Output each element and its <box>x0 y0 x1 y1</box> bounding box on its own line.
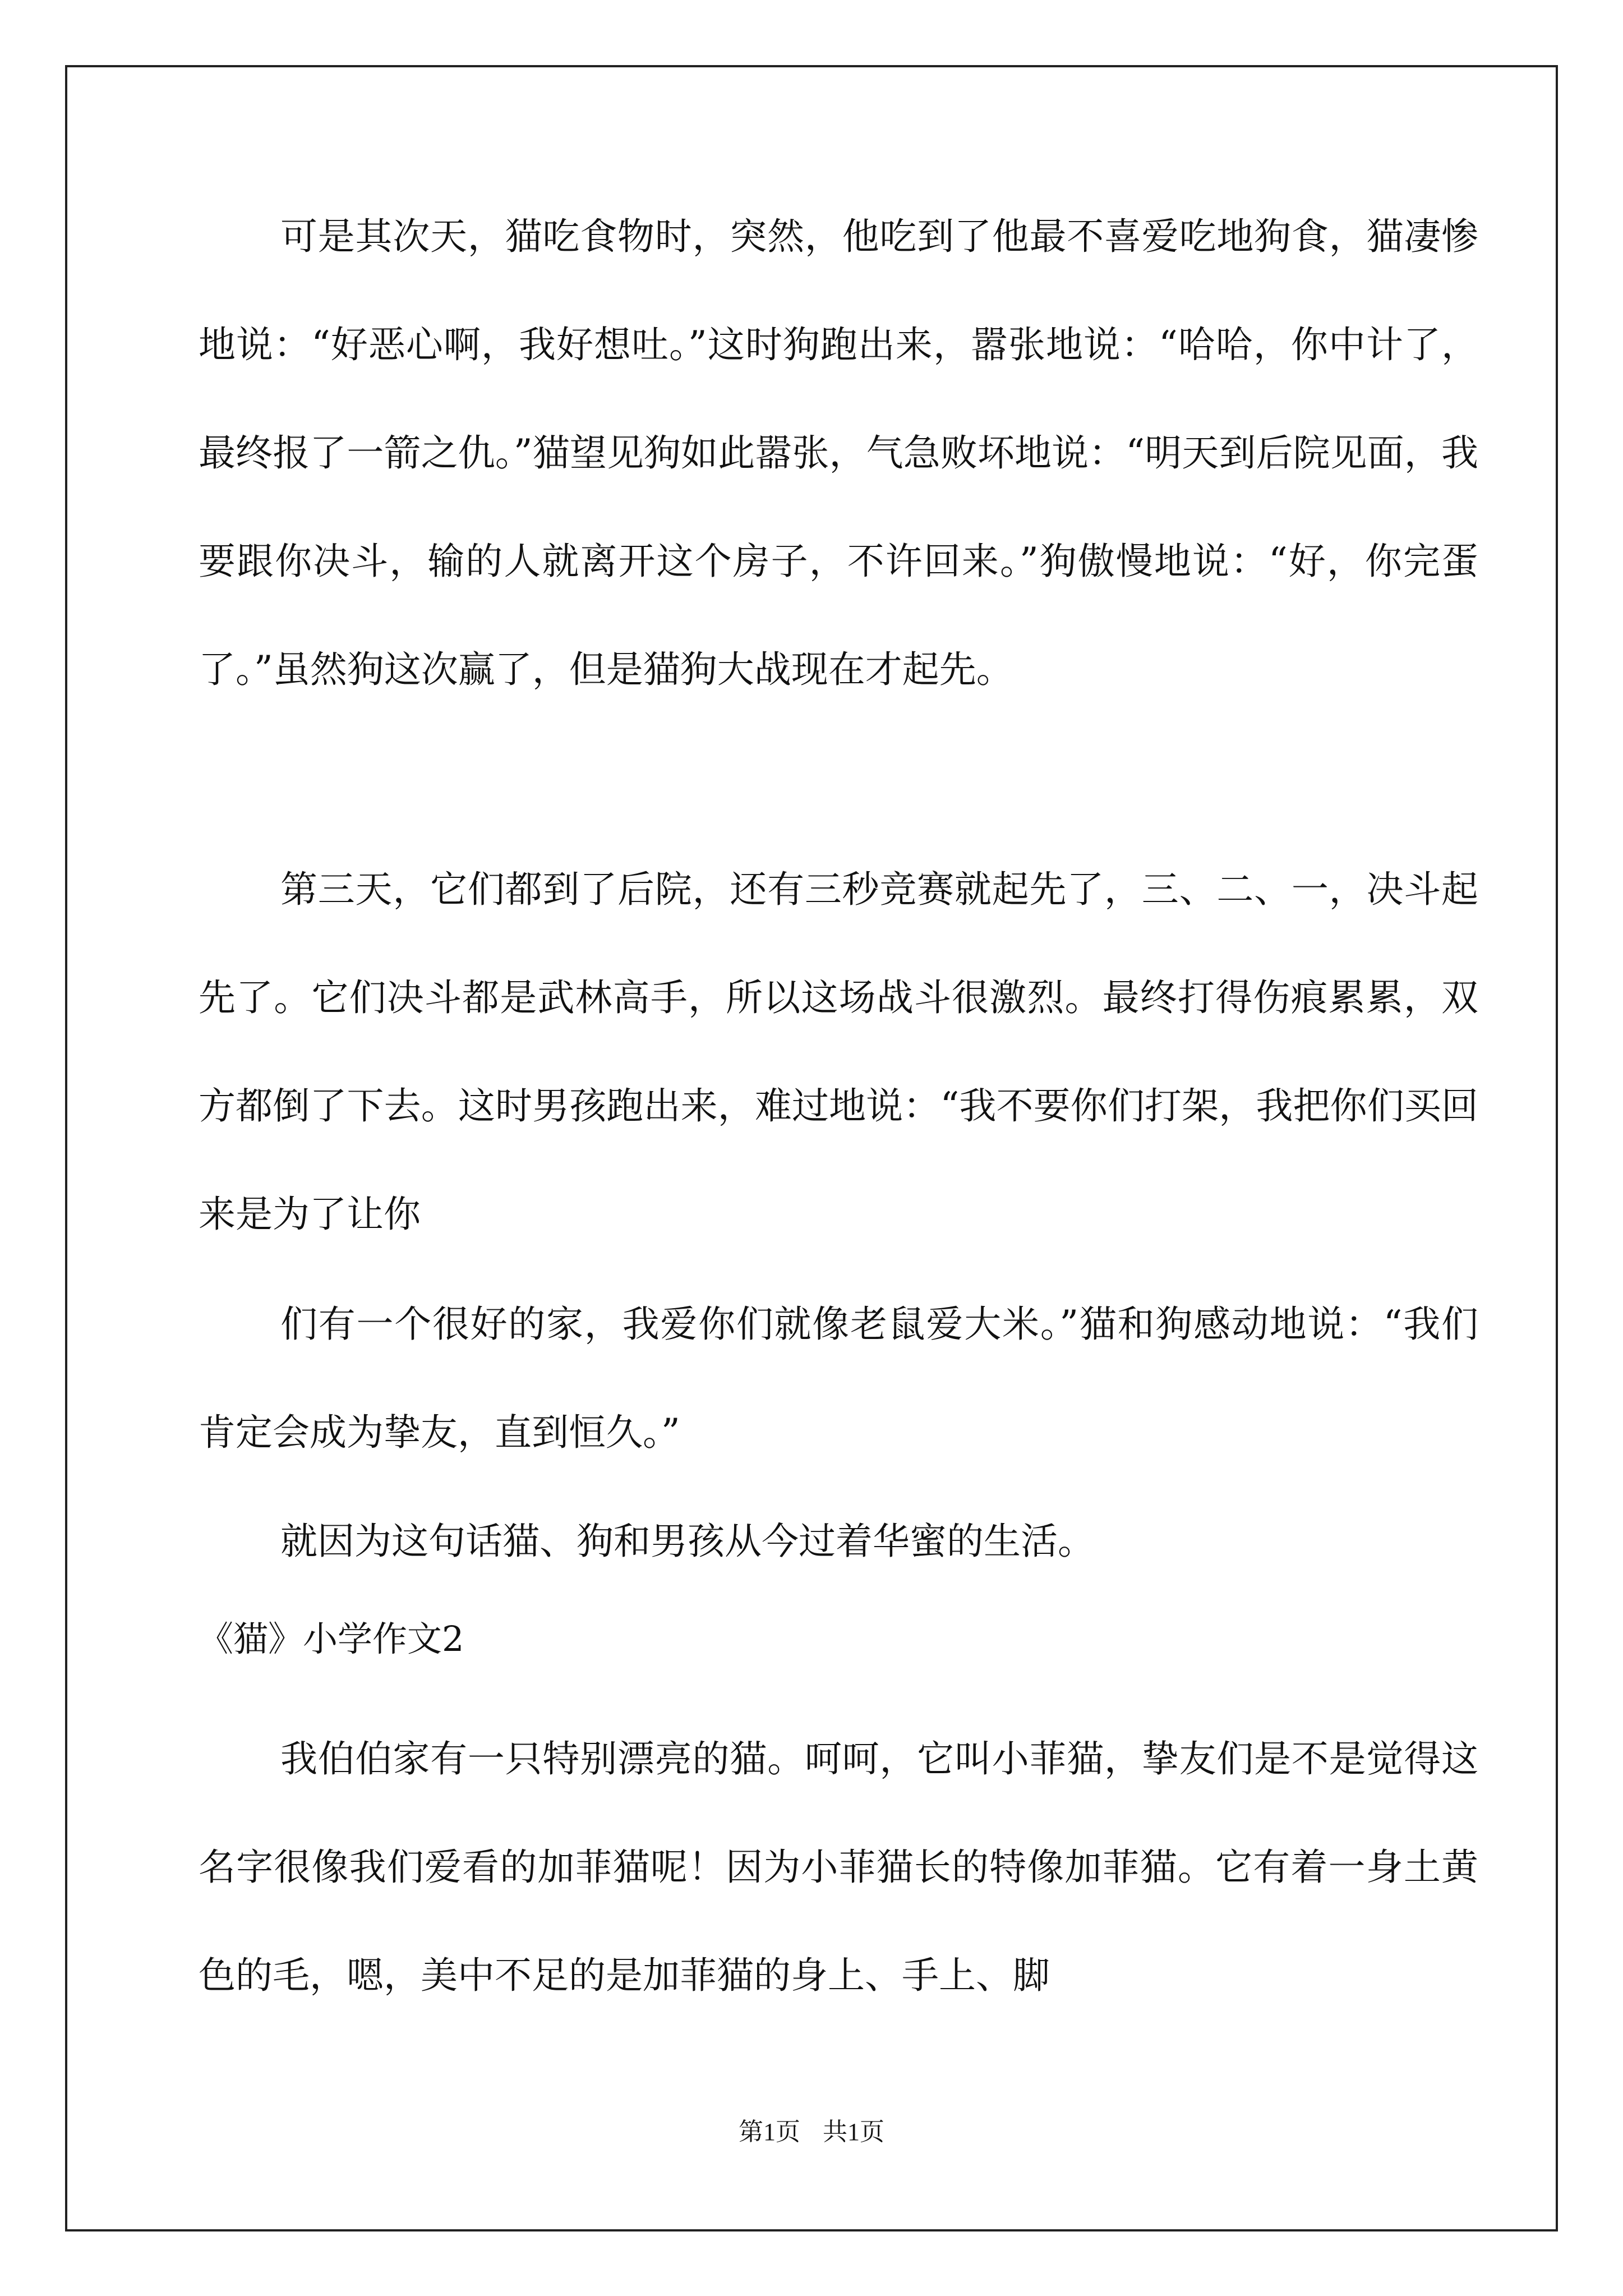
page-number-total: 共1页 <box>823 2118 884 2146</box>
paragraph-2: 第三天，它们都到了后院，还有三秒竞赛就起先了，三、二、一，决斗起先了。它们决斗都是武林高手，所以这场战斗很激烈。最终打得伤痕累累，双方都倒了下去。这时男孩跑出来，难过地说：“我不要你们打架，我把你们买回来是为了让你 <box>199 868 1478 1236</box>
page-footer <box>0 2111 1623 2147</box>
paragraph-4: 就因为这句话猫、狗和男孩从今过着华蜜的生活。 <box>280 1520 1095 1563</box>
page-number-current: 第1页 <box>739 2118 800 2146</box>
paragraph-5: 我伯伯家有一只特别漂亮的猫。呵呵，它叫小菲猫，挚友们是不是觉得这名字很像我们爱看的加菲猫呢！因为小菲猫长的特像加菲猫。它有着一身土黄色的毛，嗯，美中不足的是加菲猫的身上、手上、脚 <box>199 1737 1478 1997</box>
paragraph-1: 可是其次天，猫吃食物时，突然，他吃到了他最不喜爱吃地狗食，猫凄惨地说：“好恶心啊，我好想吐。”这时狗跑出来，嚣张地说：“哈哈，你中计了，最终报了一箭之仇。”猫望见狗如此嚣张，气急败坏地说：“明天到后院见面，我要跟你决斗，输的人就离开这个房子，不许回来。”狗傲慢地说：“好，你完蛋了。”虽然狗这次赢了，但是猫狗大战现在才起先。 <box>199 215 1478 691</box>
section-heading: 《猫》小学作文2 <box>199 1618 464 1659</box>
paragraph-3: 们有一个很好的家，我爱你们就像老鼠爱大米。”猫和狗感动地说：“我们肯定会成为挚友，直到恒久。” <box>199 1303 1478 1454</box>
